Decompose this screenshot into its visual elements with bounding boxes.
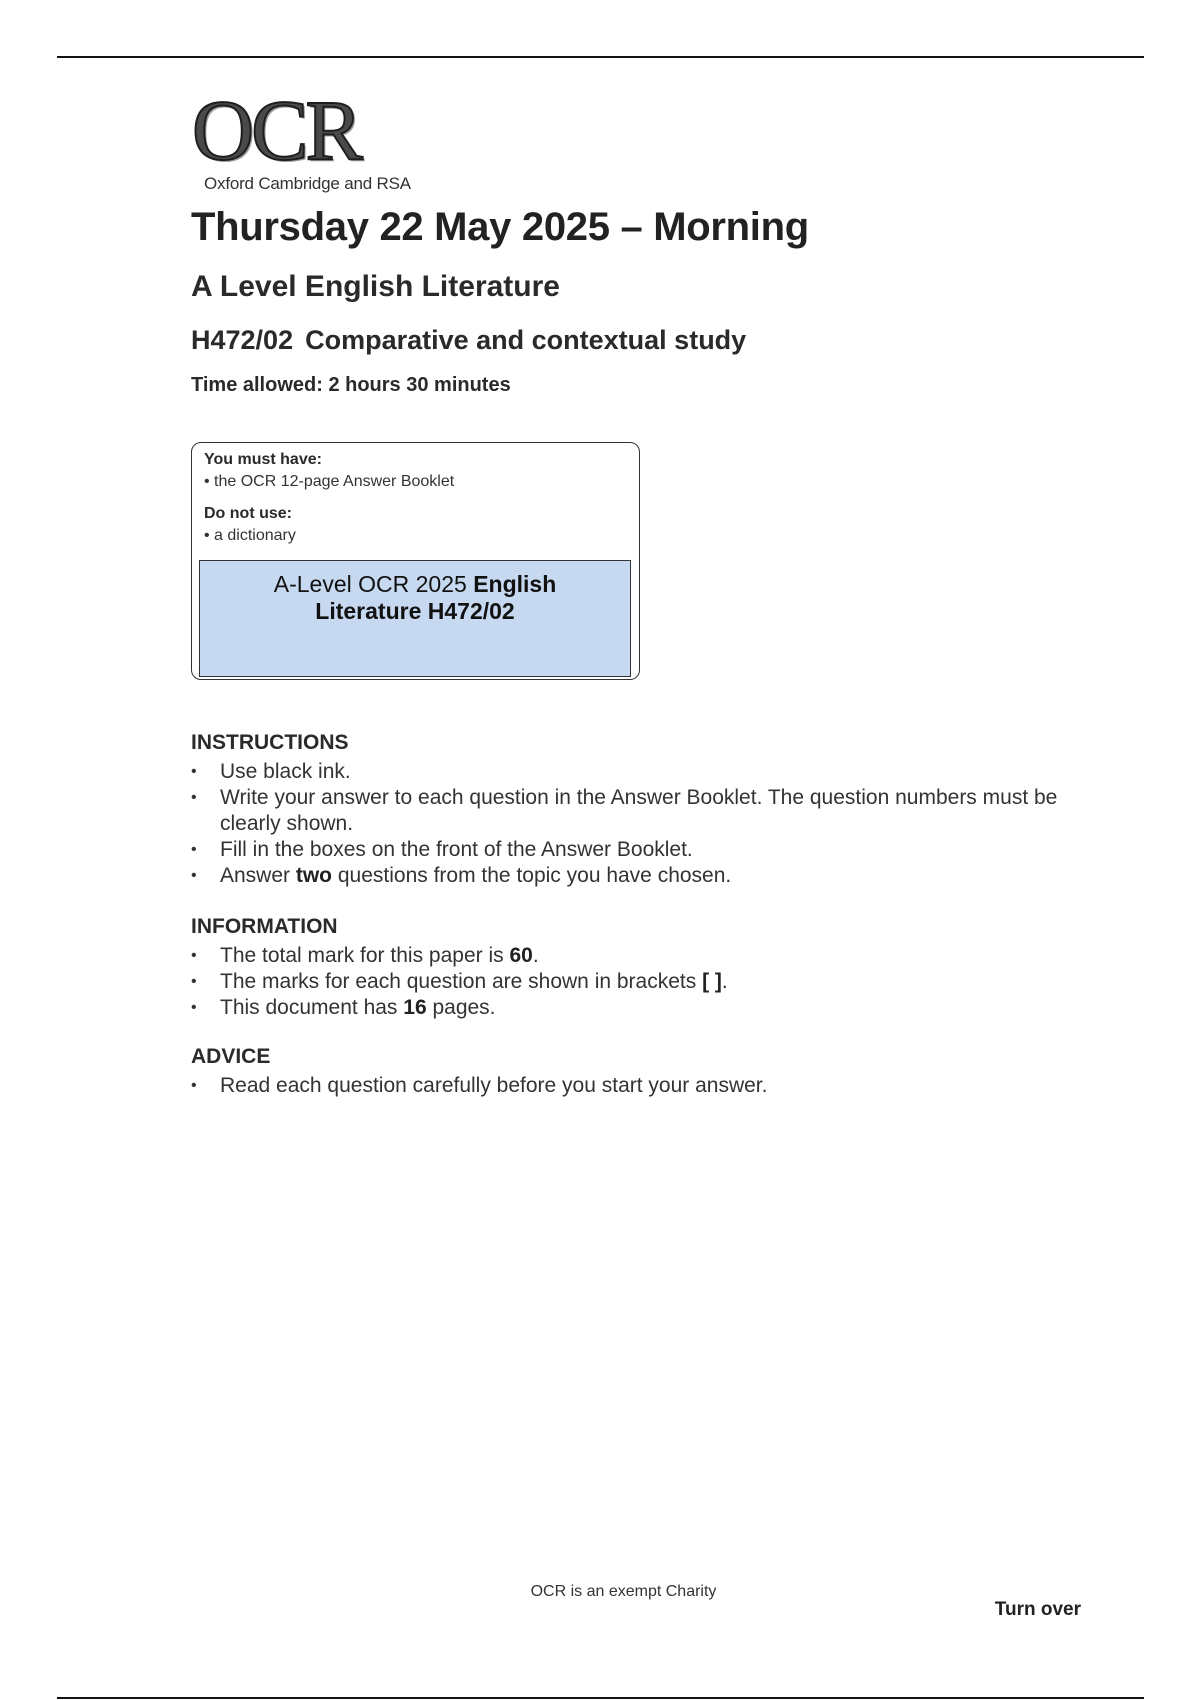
emphasis: 16 <box>403 996 427 1019</box>
title-banner <box>199 560 631 677</box>
list-item <box>191 969 1091 995</box>
turn-over-label: Turn over <box>994 1599 1081 1620</box>
text-fragment: pages. <box>426 996 496 1019</box>
ocr-logo-subtitle: Oxford Cambridge and RSA <box>204 174 411 193</box>
ocr-logo-mark: OCR <box>192 82 360 178</box>
unit-line <box>191 325 746 356</box>
information-section <box>191 915 1091 1021</box>
emphasis: [ ] <box>702 970 722 993</box>
advice-heading: ADVICE <box>191 1045 271 1068</box>
unit-title: Comparative and contextual study <box>305 325 747 355</box>
banner-bold-1: English <box>473 571 557 597</box>
information-list <box>191 943 1091 1021</box>
text-fragment: questions from the topic you have chosen. <box>332 864 732 887</box>
must-have-heading: You must have: <box>204 451 322 468</box>
ocr-logo <box>192 82 452 194</box>
list-item: • Use black ink. <box>191 759 1091 785</box>
information-heading: INFORMATION <box>191 915 338 938</box>
exam-date: Thursday 22 May 2025 – Morning <box>191 205 809 249</box>
text-fragment: This document has <box>220 996 404 1019</box>
must-have-item: • the OCR 12-page Answer Booklet <box>204 473 455 490</box>
emphasis: 60 <box>509 944 533 967</box>
text-fragment: The marks for each question are shown in brackets <box>220 970 703 993</box>
text-fragment: . <box>721 970 728 993</box>
list-item <box>191 863 1091 889</box>
list-item: • Write your answer to each question in the Answer Booklet. The question numbers must be clearly shown. <box>191 785 1091 837</box>
time-allowed: Time allowed: 2 hours 30 minutes <box>191 374 511 396</box>
banner-prefix: A-Level OCR 2025 <box>273 571 474 597</box>
text-fragment: Answer <box>220 864 296 887</box>
unit-code: H472/02 <box>191 325 294 355</box>
charity-note: OCR is an exempt Charity <box>530 1583 717 1600</box>
exam-subject: A Level English Literature <box>191 270 560 303</box>
do-not-use-heading: Do not use: <box>204 505 292 522</box>
requirements-box <box>191 442 640 680</box>
instructions-list <box>191 759 1091 889</box>
text-fragment: . <box>532 944 539 967</box>
list-item <box>191 943 1091 969</box>
top-rule <box>57 56 1144 58</box>
banner-bold-2: Literature H472/02 <box>315 598 515 624</box>
list-item: • Fill in the boxes on the front of the Answer Booklet. <box>191 837 1091 863</box>
instructions-section <box>191 731 1091 889</box>
list-item: • Read each question carefully before you start your answer. <box>191 1073 1091 1099</box>
instructions-heading: INSTRUCTIONS <box>191 731 349 754</box>
emphasis: two <box>295 864 333 887</box>
advice-list <box>191 1073 1091 1099</box>
text-fragment: The total mark for this paper is <box>220 944 510 967</box>
do-not-use-item: • a dictionary <box>204 527 296 544</box>
advice-section <box>191 1045 1091 1099</box>
bottom-rule <box>57 1697 1144 1699</box>
list-item <box>191 995 1091 1021</box>
